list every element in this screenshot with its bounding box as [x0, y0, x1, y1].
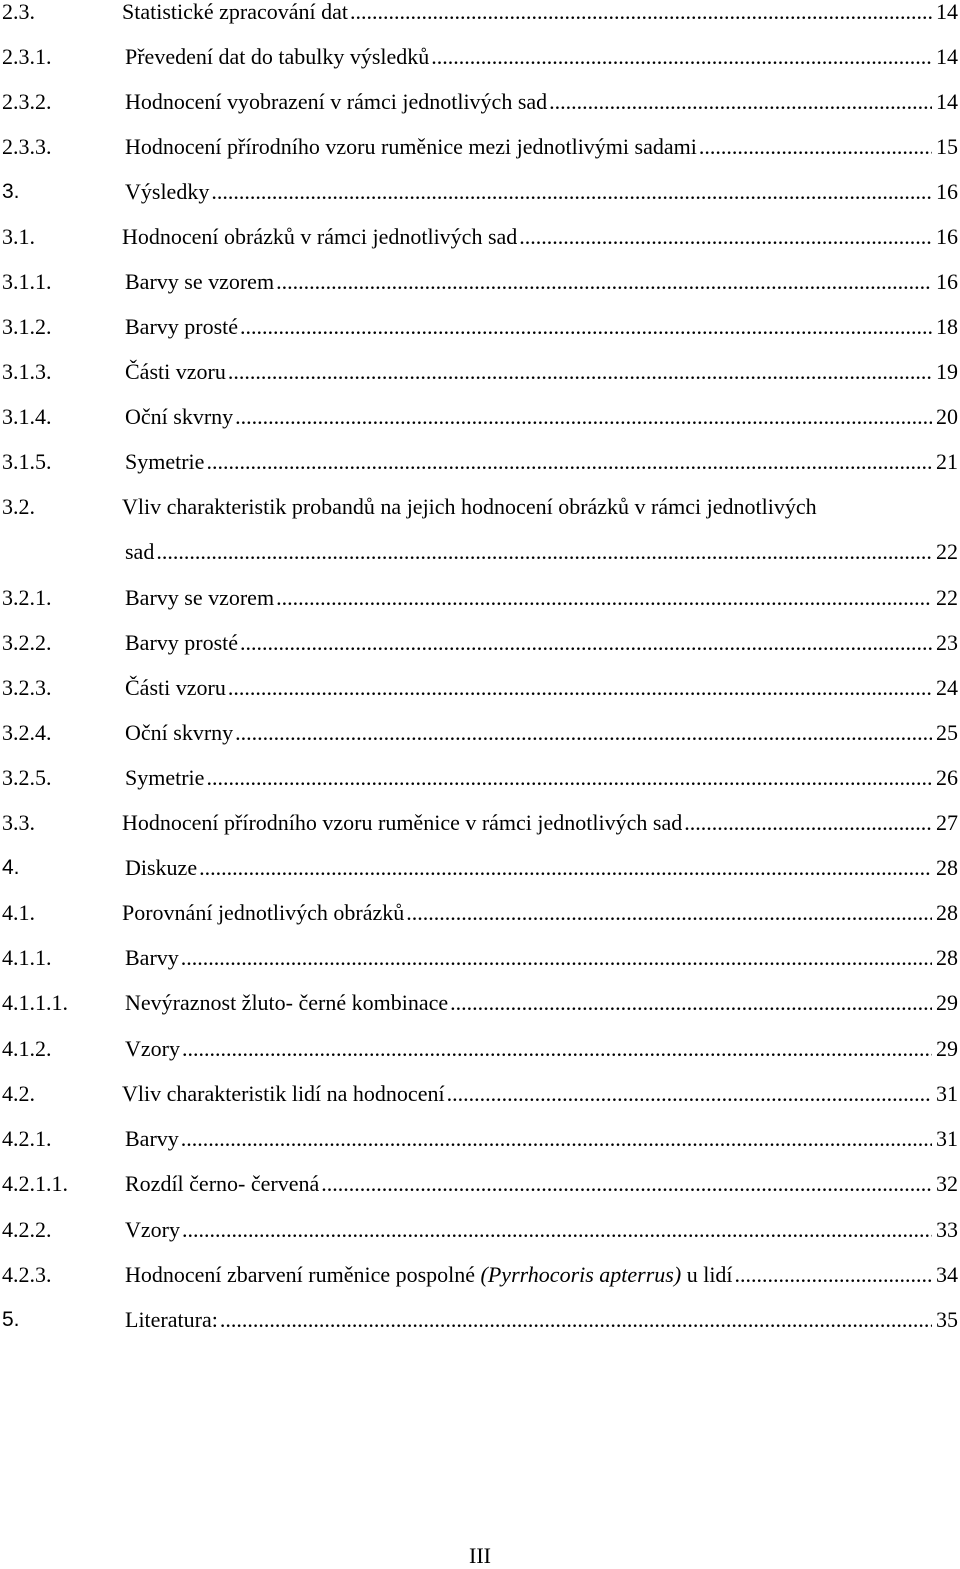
dot-leader — [235, 402, 932, 432]
toc-number: 2.3. — [2, 0, 35, 24]
toc-number: 3.2.5. — [2, 765, 52, 790]
dot-leader — [240, 312, 932, 342]
toc-page: 29 — [936, 990, 958, 1015]
toc-page: 14 — [936, 89, 958, 114]
toc-title: Barvy prosté — [125, 630, 239, 655]
toc-number: 3.2.1. — [2, 585, 52, 610]
toc-row[interactable] — [0, 267, 960, 297]
toc-number: 3.2.2. — [2, 630, 52, 655]
toc-number: 4. — [2, 856, 20, 879]
toc-title: Hodnocení obrázků v rámci jednotlivých sad — [122, 224, 518, 249]
toc-row[interactable] — [0, 1124, 960, 1154]
toc-page: 35 — [936, 1307, 958, 1332]
toc-page: 16 — [936, 224, 958, 249]
dot-leader — [684, 808, 932, 838]
dot-leader — [156, 537, 932, 567]
toc-entry — [122, 222, 958, 252]
toc-title: Vzory — [125, 1217, 180, 1242]
toc-entry — [125, 718, 958, 748]
toc-number: 4.1.1. — [2, 945, 52, 970]
toc-title: Barvy se vzorem — [125, 269, 275, 294]
toc-entry — [125, 267, 958, 297]
toc-title: Porovnání jednotlivých obrázků — [122, 900, 405, 925]
toc-title: Symetrie — [125, 765, 205, 790]
dot-leader — [228, 673, 932, 703]
toc-number: 4.2. — [2, 1081, 35, 1106]
toc-row[interactable] — [0, 763, 960, 793]
dot-leader — [181, 943, 932, 973]
toc-row[interactable] — [0, 1215, 960, 1245]
dot-leader — [211, 177, 932, 207]
toc-page: 32 — [936, 1171, 958, 1196]
dot-leader — [199, 853, 932, 883]
toc-page: 33 — [936, 1217, 958, 1242]
dot-leader — [228, 357, 932, 387]
toc-entry — [125, 402, 958, 432]
toc-page: 25 — [936, 720, 958, 745]
toc-entry — [125, 583, 958, 613]
dot-leader — [240, 628, 932, 658]
toc-row[interactable] — [0, 1034, 960, 1064]
dot-leader — [182, 1215, 932, 1245]
toc-row[interactable] — [0, 898, 960, 928]
toc-entry — [122, 1079, 958, 1109]
toc-title: Barvy — [125, 1126, 179, 1151]
toc-page: 18 — [936, 314, 958, 339]
toc-number: 3.2.3. — [2, 675, 52, 700]
dot-leader — [519, 222, 932, 252]
dot-leader — [321, 1169, 932, 1199]
toc-row[interactable] — [0, 87, 960, 117]
toc-title: Literatura: — [125, 1307, 218, 1332]
toc-page: 28 — [936, 855, 958, 880]
toc-number: 3. — [2, 180, 20, 203]
dot-leader — [406, 898, 932, 928]
dot-leader — [182, 1034, 932, 1064]
toc-title: Statistické zpracování dat — [122, 0, 349, 24]
toc-title: Barvy prosté — [125, 314, 239, 339]
toc-title: Rozdíl černo- červená — [125, 1171, 320, 1196]
toc-row[interactable] — [0, 943, 960, 973]
toc-entry — [125, 673, 958, 703]
toc-title: Hodnocení přírodního vzoru ruměnice mezi jednotlivými sadami — [125, 134, 697, 159]
toc-number: 4.2.2. — [2, 1217, 52, 1242]
toc-title-pre: Hodnocení zbarvení ruměnice pospolné — [125, 1262, 481, 1287]
toc-row[interactable] — [0, 42, 960, 72]
toc-title: Oční skvrny — [125, 404, 234, 429]
toc-number: 3.2. — [2, 494, 35, 519]
toc-number: 3.1.1. — [2, 269, 52, 294]
toc-entry — [125, 132, 958, 162]
toc-row[interactable] — [0, 1305, 960, 1335]
toc-row[interactable] — [0, 447, 960, 477]
toc-page: 20 — [936, 404, 958, 429]
toc-number: 2.3.1. — [2, 44, 52, 69]
toc-entry — [125, 357, 958, 387]
toc-title-post: u lidí — [681, 1262, 733, 1287]
toc-row[interactable] — [0, 583, 960, 613]
toc-entry — [125, 1169, 958, 1199]
toc-row[interactable] — [0, 628, 960, 658]
toc-number: 4.1. — [2, 900, 35, 925]
toc-number: 3.1. — [2, 224, 35, 249]
toc-number: 3.1.2. — [2, 314, 52, 339]
toc-number: 4.2.1. — [2, 1126, 52, 1151]
toc-title-line1: Vliv charakteristik probandů na jejich hodnocení obrázků v rámci jednotlivých — [122, 494, 817, 519]
toc-row-multiline[interactable] — [0, 492, 960, 522]
dot-leader — [276, 267, 932, 297]
toc-entry — [125, 537, 958, 567]
toc-row[interactable] — [0, 1260, 960, 1290]
dot-leader — [735, 1260, 932, 1290]
dot-leader — [549, 87, 932, 117]
toc-page: 15 — [936, 134, 958, 159]
dot-leader — [447, 1079, 932, 1109]
toc-title-species: (Pyrrhocoris apterrus) — [480, 1262, 682, 1287]
toc-row[interactable] — [0, 808, 960, 838]
dot-leader — [181, 1124, 932, 1154]
toc-number: 3.3. — [2, 810, 35, 835]
toc-number: 3.2.4. — [2, 720, 52, 745]
toc-number: 5. — [2, 1308, 20, 1331]
toc-page: 14 — [936, 44, 958, 69]
toc-title: Symetrie — [125, 449, 205, 474]
toc-title: Části vzoru — [125, 359, 226, 384]
toc-title: Vliv charakteristik lidí na hodnocení — [122, 1081, 445, 1106]
toc-title: Barvy se vzorem — [125, 585, 275, 610]
toc-page: 34 — [936, 1262, 958, 1287]
dot-leader — [206, 763, 932, 793]
toc-number: 4.2.1.1. — [2, 1171, 68, 1196]
toc-row[interactable] — [0, 0, 960, 27]
toc-number: 2.3.2. — [2, 89, 52, 114]
toc-row[interactable] — [0, 222, 960, 252]
toc-title: Diskuze — [125, 855, 198, 880]
toc-number: 3.1.4. — [2, 404, 52, 429]
toc-page: 28 — [936, 900, 958, 925]
toc-page: 22 — [936, 539, 958, 564]
toc-page: 29 — [936, 1036, 958, 1061]
toc-entry — [125, 853, 958, 883]
toc-page: 19 — [936, 359, 958, 384]
toc-title: Oční skvrny — [125, 720, 234, 745]
toc-row[interactable] — [0, 1169, 960, 1199]
toc-entry — [125, 42, 958, 72]
toc-number: 2.3.3. — [2, 134, 52, 159]
toc-page: 27 — [936, 810, 958, 835]
toc-row[interactable] — [0, 312, 960, 342]
dot-leader — [235, 718, 932, 748]
toc-entry — [125, 988, 958, 1018]
toc-entry — [125, 177, 958, 207]
toc-entry — [122, 808, 958, 838]
toc-title: Převedení dat do tabulky výsledků — [125, 44, 430, 69]
toc-row[interactable] — [0, 988, 960, 1018]
page-number: III — [469, 1543, 491, 1568]
toc-entry — [125, 763, 958, 793]
toc-page: 16 — [936, 269, 958, 294]
dot-leader — [699, 132, 932, 162]
toc-row[interactable] — [0, 357, 960, 387]
toc-page: 21 — [936, 449, 958, 474]
toc-entry — [125, 628, 958, 658]
toc-title: Výsledky — [125, 179, 210, 204]
toc-number: 4.1.2. — [2, 1036, 52, 1061]
toc-entry — [125, 87, 958, 117]
toc-number: 4.1.1.1. — [2, 990, 68, 1015]
toc-entry — [125, 1124, 958, 1154]
toc-number: 3.1.5. — [2, 449, 52, 474]
toc-title: Nevýraznost žluto- černé kombinace — [125, 990, 449, 1015]
toc-page: 26 — [936, 765, 958, 790]
toc-page: 31 — [936, 1081, 958, 1106]
toc-row[interactable] — [0, 132, 960, 162]
toc-entry — [122, 898, 958, 928]
toc-page: 28 — [936, 945, 958, 970]
toc-page: 16 — [936, 179, 958, 204]
toc-page: 24 — [936, 675, 958, 700]
toc-entry — [122, 0, 958, 27]
toc-entry — [125, 1260, 958, 1290]
dot-leader — [350, 0, 932, 27]
toc-title: Barvy — [125, 945, 179, 970]
toc-entry — [125, 312, 958, 342]
toc-entry — [125, 447, 958, 477]
toc-row[interactable] — [0, 718, 960, 748]
toc-row[interactable] — [0, 177, 960, 207]
dot-leader — [431, 42, 932, 72]
dot-leader — [276, 583, 932, 613]
toc-entry — [125, 1034, 958, 1064]
dot-leader — [206, 447, 932, 477]
toc-number: 4.2.3. — [2, 1262, 52, 1287]
toc-page: 14 — [936, 0, 958, 24]
toc-entry — [125, 943, 958, 973]
toc-page: 23 — [936, 630, 958, 655]
dot-leader — [220, 1305, 932, 1335]
toc-entry — [125, 1305, 958, 1335]
toc-row[interactable] — [0, 1079, 960, 1109]
toc-entry — [125, 1215, 958, 1245]
toc-title: Části vzoru — [125, 675, 226, 700]
toc-title: sad — [125, 539, 155, 564]
toc-title — [125, 1260, 735, 1290]
toc-page: 31 — [936, 1126, 958, 1151]
toc-title: Hodnocení přírodního vzoru ruměnice v rámci jednotlivých sad — [122, 810, 683, 835]
toc-page: 22 — [936, 585, 958, 610]
toc-row[interactable] — [0, 402, 960, 432]
toc-row-continuation[interactable] — [0, 537, 960, 567]
toc-title: Vzory — [125, 1036, 180, 1061]
dot-leader — [450, 988, 932, 1018]
toc-row[interactable] — [0, 673, 960, 703]
toc-number: 3.1.3. — [2, 359, 52, 384]
toc-title: Hodnocení vyobrazení v rámci jednotlivých sad — [125, 89, 548, 114]
toc-row[interactable] — [0, 853, 960, 883]
